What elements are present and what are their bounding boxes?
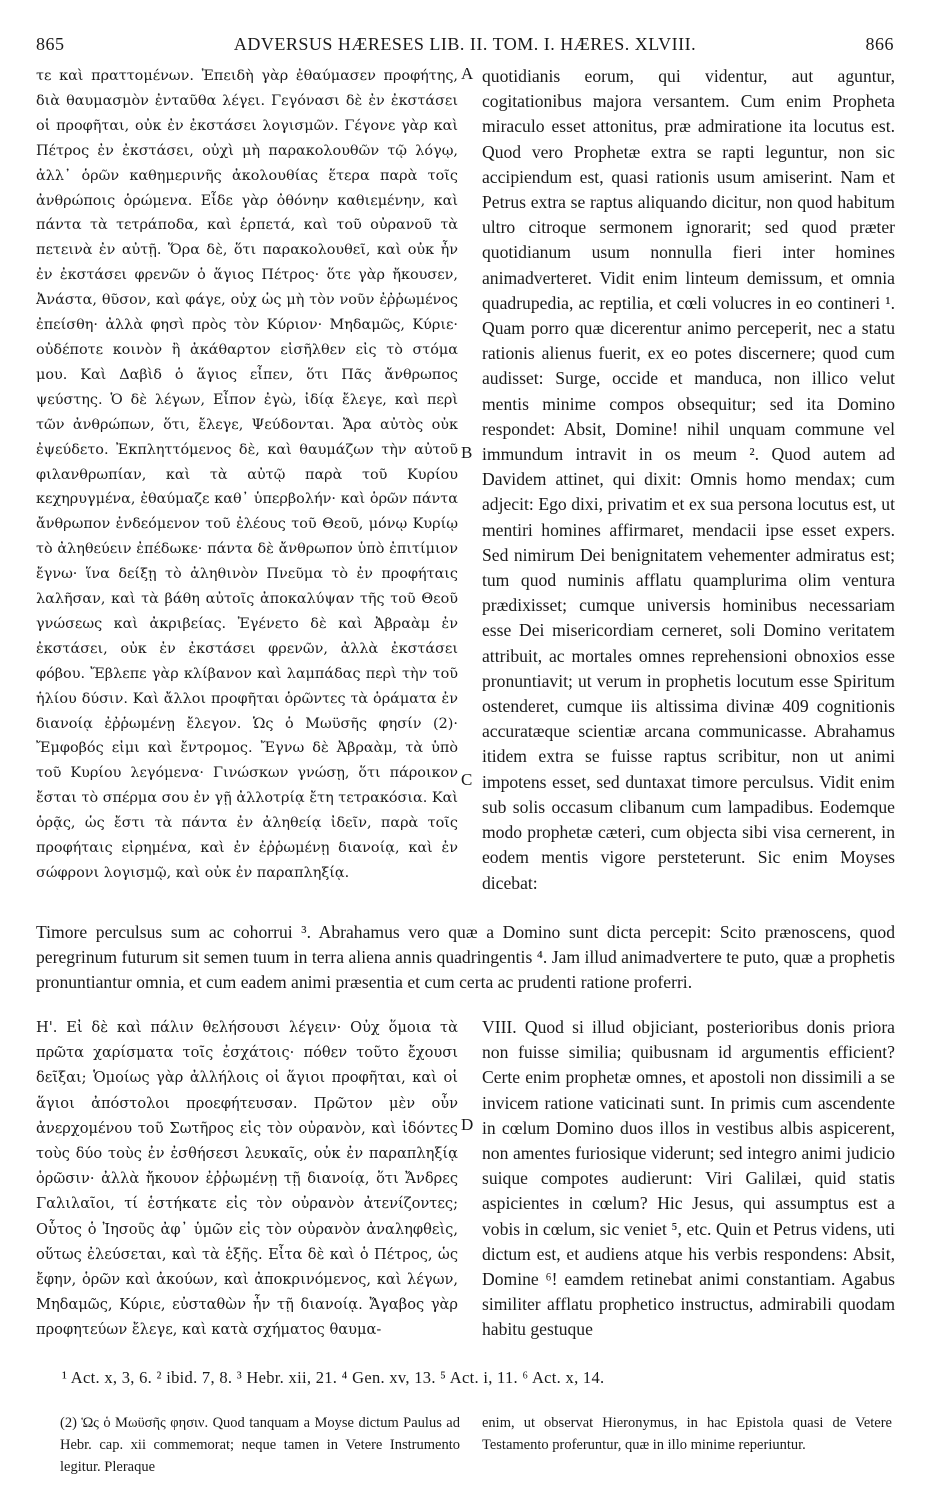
greek-column-top: [36, 64, 458, 886]
latin-full-width-paragraph: [36, 920, 895, 996]
running-title: ADVERSUS HÆRESES LIB. II. TOM. I. HÆRES. XLVIII.: [233, 34, 697, 54]
page-number-left: 865: [36, 34, 65, 54]
latin-text-bottom: VIII. Quod si illud objiciant, posterioribus donis priora non fuisse similia; quibusnam id argumentis efficient? Certe enim prophetæ omnes, et apostoli non dissimili a se invicem ratione vaticinati sunt. In primis cum ascendente in cœlum Domino duos illos in vestibus albis aspicerent, non amentes furiosique viderunt; sed integro animi judicio suique compotes audierunt: Viri Galilæi, quid statis aspicientes in cœlum? Hic Jesus, qui assumptus est a vobis in cœlum, sic veniet ⁵, etc. Quin et Petrus videns, uti dictum est, et audiens atque his verbis respondens: Absit, Domine ⁶! eamdem retinebat animi constantiam. Agabus similiter afflatu prophetico instructus, admirabili quodam habitu gestuque: [482, 1017, 895, 1340]
greek-text-bottom: Η'. Εἰ δὲ καὶ πάλιν θελήσουσι λέγειν· Οὐχ ὅμοια τὰ πρῶτα χαρίσματα τοῖς ἐσχάτοις· πόθεν τοῦτο ἔχουσι δεῖξαι; Ὁμοίως γὰρ ἀλλήλοις οἱ ἅγιοι προφῆται, καὶ οἱ ἅγιοι ἀπόστολοι προεφήτευσαν. Πρῶτον μὲν οὖν ἀνερχομένου τοῦ Σωτῆρος εἰς τὸν οὐρανὸν, καὶ ἰδόντες τοὺς δύο τοὺς ἐν ἐσθήσεσι λευκαῖς, οὐκ ἐν παραπληξίᾳ ὁρῶσιν· ἀλλὰ ἤκουον ἐῤῥωμένῃ τῇ διανοίᾳ, ὅτι Ἄνδρες Γαλιλαῖοι, τί ἑστήκατε εἰς τὸν οὐρανὸν ἀτενίζοντες; Οὗτος ὁ Ἰησοῦς ἀφ᾽ ὑμῶν εἰς τὸν οὐρανὸν ἀναληφθεὶς, οὕτως ἐλεύσεται, καὶ τὰ ἑξῆς. Εἶτα δὲ καὶ ὁ Πέτρος, ὡς ἔφην, ὁρῶν καὶ ἀκούων, καὶ ἀποκρινόμενος, καὶ λέγων, Μηδαμῶς, Κύριε, εὐσταθὼν ἦν τῇ διανοίᾳ. Ἄγαβος γὰρ προφητεύων ἔλεγε, καὶ κατὰ σχήματος θαυμα-: [36, 1019, 458, 1339]
greek-column-bottom: [36, 1015, 458, 1343]
editorial-note-right: enim, ut observat Hieronymus, in hac Epistola quasi de Vetere Testamento proferuntur, quæ in illo minime reperiuntur.: [482, 1415, 892, 1453]
latin-text-full: Timore perculsus sum ac cohorrui ³. Abrahamus vero quæ a Domino sunt dicta percepit: Scito prænoscens, quod peregrinum futurum sit semen tuum in terra aliena annis quadringentis ⁴. Jam illud animadvertere te puto, quæ a prophetis pronuntiantur omnia, et cum eadem animi præsentia et cum certa ac prudenti ratione proferri.: [36, 922, 895, 993]
scripture-references: ¹ Act. x, 3, 6. ² ibid. 7, 8. ³ Hebr. xii, 21. ⁴ Gen. xv, 13. ⁵ Act. i, 11. ⁶ Act. x, 14.: [62, 1368, 605, 1387]
margin-letter-a: A: [461, 64, 474, 83]
page-number-right: 866: [865, 34, 894, 54]
editorial-note-left: (2) Ὡς ὁ Μωϋσῆς φησιν. Quod tanquam a Moyse dictum Paulus ad Hebr. cap. xii commemorat; neque tamen in Vetere Instrumento legitur. Pleraque: [60, 1415, 460, 1475]
latin-column-bottom: [482, 1015, 895, 1343]
latin-column-top: [482, 64, 895, 896]
margin-letter-d: D: [461, 1115, 474, 1134]
latin-text-top: quotidianis eorum, qui videntur, aut aguntur, cogitationibus majora versantem. Cum enim Propheta miraculo esset attonitus, præ admiratione ita locutus est. Quod vero Prophetæ extra se rapti leguntur, non sic accipiendum est, quasi rationis usum amiserint. Nam et Petrus extra se raptus aliquando dicitur, non quod habitum ultro citroque sermonem ignorarit; sed quod præter quotidianum usum nonnulla fieri inter homines animadverteret. Vidit enim linteum demissum, et omnia quadrupedia, ac reptilia, et cœli volucres in eo contineri ¹. Quam porro quæ dicerentur animo perceperit, nec a statu rationis alienus fuerit, ex eo potes discernere; quod cum audisset: Surge, occide et manduca, non illico velut mentis minime compos obsequitur; sed ita Domino respondet: Absit, Domine! nihil unquam commune vel immundum intravit in os meum ². Quod autem ad Davidem attinet, qui dixit: Omnis homo mendax; cum adjecit: Ego dixi, privatim et ex sua persona locutus est, ut mentiri homines affirmaret, mendacii ipse esset expers. Sed nimirum Dei benignitatem vehementer admiratus est; tum quod numinis afflatu quamplurima olim ventura prædixisset; cumque universis hominibus necessariam esse Dei misericordiam cerneret, soli Domino veritatem attribuit, ac mortales omnes reprehensioni obnoxios esse pronuntiavit; ut verum in prophetis locutum esse Spiritum ostenderet, cumque iis altissima divinæ 409 cognitionis accuratæque scientiæ arcana communicasse. Abrahamus itidem extra se fuisse raptus scribitur, non ut animi impotens esset, sed duntaxat timore perculsus. Vidit enim sub solis occasum clibanum cum lampadibus. Eodemque modo prophetæ cæteri, cum objecta sibi visa cernerent, in eodem mentis vigore persteterunt. Sic enim Moyses dicebat:: [482, 66, 895, 893]
margin-letter-b: B: [461, 443, 473, 462]
margin-letter-c: C: [461, 770, 473, 789]
greek-text-top: τε καὶ πραττομένων. Ἐπειδὴ γὰρ ἐθαύμασεν προφήτης, διὰ θαυμασμὸν ἐνταῦθα λέγει. Γεγόνασι δὲ ἐν ἐκστάσει οἱ προφῆται, οὐκ ἐν ἐκστάσει λογισμῶν. Γέγονε γὰρ καὶ Πέτρος ἐν ἐκστάσει, οὐχὶ μὴ παρακολουθῶν τῷ λόγῳ, ἀλλ᾽ ὁρῶν καθημερινῆς ἀκολουθίας ἕτερα παρὰ τοῖς ἀνθρώποις ὁρώμενα. Εἶδε γὰρ ὀθόνην καθιεμένην, καὶ πάντα τὰ τετράποδα, καὶ ἑρπετά, καὶ τοῦ οὐρανοῦ τὰ πετεινὰ ἐν αὐτῇ. Ὅρα δὲ, ὅτι παρακολουθεῖ, καὶ οὐκ ἦν ἐν ἐκστάσει φρενῶν ὁ ἅγιος Πέτρος· ὅτε γὰρ ἤκουσεν, Ἀνάστα, θῦσον, καὶ φάγε, οὐχ ὡς μὴ τὸν νοῦν ἐῤῥωμένος ἐπείσθη· ἀλλὰ φησὶ πρὸς τὸν Κύριον· Μηδαμῶς, Κύριε· οὐδέποτε κοινὸν ἢ ἀκάθαρτον εἰσῆλθεν εἰς τὸ στόμα μου. Καὶ Δαβὶδ ὁ ἅγιος εἶπεν, ὅτι Πᾶς ἄνθρωπος ψεύστης. Ὁ δὲ λέγων, Εἶπον ἐγὼ, ἰδίᾳ ἔλεγε, καὶ περὶ τῶν ἀνθρώπων, ὅτι, ἔλεγε, Ψεύδονται. Ἄρα αὐτὸς οὐκ ἐψεύδετο. Ἐκπληττόμενος δὲ, καὶ θαυμάζων τὴν αὐτοῦ φιλανθρωπίαν, καὶ τὰ αὐτῷ παρὰ τοῦ Κυρίου κεχηρυγμένα, ἐθαύμαζε καθ᾽ ὑπερβολήν· καὶ ὁρῶν πάντα ἄνθρωπον ἐνδεόμενον τοῦ ἐλέους τοῦ Θεοῦ, μόνῳ Κυρίῳ τὸ ἀληθεύειν ἐπέδωκε· πάντα δὲ ἄνθρωπον ὑπὸ ἐπιτίμιον ἔγνω· ἵνα δείξῃ τὸ ἀληθινὸν Πνεῦμα τὸ ἐν προφήταις λαλῆσαν, καὶ τὰ βάθη αὐτοῖς ἀποκαλύψαν τῆς τοῦ Θεοῦ γνώσεως καὶ ἀκριβείας. Ἐγένετο δὲ καὶ Ἀβραὰμ ἐν ἐκστάσει, οὐκ ἐν ἐκστάσει φρενῶν, ἀλλὰ ἐκστάσει φόβου. Ἔβλεπε γὰρ κλίβανον καὶ λαμπάδας περὶ τὴν τοῦ ἡλίου δύσιν. Καὶ ἄλλοι προφῆται ὁρῶντες τὰ ὁράματα ἐν διανοίᾳ ἐῤῥωμένῃ ἔλεγον. Ὡς ὁ Μωϋσῆς φησίν (2)· Ἔμφοβός εἰμι καὶ ἔντρομος. Ἔγνω δὲ Ἀβραὰμ, τὰ ὑπὸ τοῦ Κυρίου λεγόμενα· Γινώσκων γνώσῃ, ὅτι πάροικον ἔσται τὸ σπέρμα σου ἐν γῇ ἀλλοτρίᾳ ἔτη τετρακόσια. Καὶ ὁρᾷς, ὡς ἔστι τὰ πάντα ἐν ἀληθείᾳ ἰδεῖν, παρὰ τοῖς προφήταις εἰρημένα, καὶ ἐν ἐῤῥωμένῃ διανοίᾳ, καὶ ἐν σώφρονι λογισμῷ, καὶ οὐκ ἐν παραπληξίᾳ.: [36, 68, 458, 881]
running-header: [36, 34, 894, 60]
